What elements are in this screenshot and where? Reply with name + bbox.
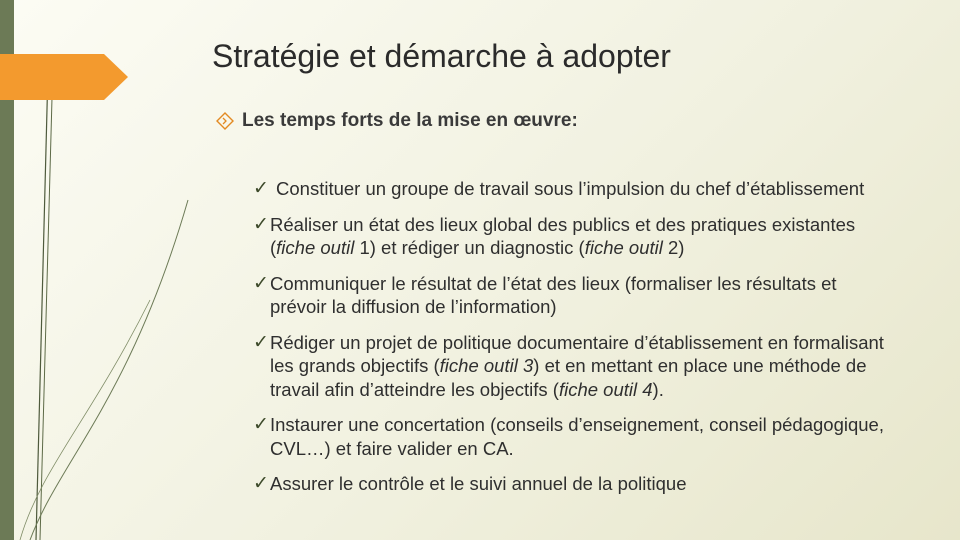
list-item bbox=[253, 413, 893, 460]
list-item bbox=[253, 331, 893, 402]
list-item bbox=[253, 213, 893, 260]
item-text: Instaurer une concertation (conseils d’enseignement, conseil pédagogique, CVL…) et faire valider en CA. bbox=[270, 414, 884, 459]
check-mark-icon: ✓ bbox=[253, 272, 269, 294]
check-mark-icon: ✓ bbox=[253, 414, 269, 435]
item-text: Communiquer le résultat de l’état des lieux (formaliser les résultats et prévoir la diffusion de l’information) bbox=[270, 272, 837, 317]
check-mark-icon: ✓ bbox=[253, 331, 269, 353]
item-text: Constituer un groupe de travail sous l’impulsion du chef d’établissement bbox=[276, 178, 865, 199]
item-italic: fiche outil bbox=[276, 237, 355, 258]
list-item bbox=[253, 472, 893, 496]
item-italic: fiche outil bbox=[584, 237, 663, 258]
item-text: 1) et rédiger un diagnostic ( bbox=[354, 237, 585, 258]
check-mark-icon: ✓ bbox=[253, 178, 269, 199]
item-text: Réaliser un état des lieux global des publics et des pratiques existantes ( bbox=[270, 213, 856, 258]
orange-tab-shape bbox=[0, 54, 128, 100]
item-text: Assurer le contrôle et le suivi annuel de la politique bbox=[270, 473, 687, 494]
list-item bbox=[253, 177, 893, 201]
item-italic: fiche outil 4 bbox=[558, 378, 653, 400]
subheading bbox=[216, 110, 578, 132]
item-text: 2) bbox=[662, 237, 685, 258]
list-item bbox=[253, 272, 893, 319]
page-title: Stratégie et démarche à adopter bbox=[212, 38, 671, 74]
subheading-text: Les temps forts de la mise en œuvre: bbox=[242, 110, 578, 131]
item-italic: fiche outil 3 bbox=[439, 355, 534, 376]
item-text: Rédiger un projet de politique documentaire d’établissement en formalisant les grands objectifs ( bbox=[270, 331, 884, 376]
diamond-outline-icon bbox=[216, 112, 234, 130]
check-mark-icon: ✓ bbox=[253, 213, 269, 235]
checklist bbox=[253, 177, 893, 508]
item-text: ). bbox=[652, 378, 664, 400]
check-mark-icon: ✓ bbox=[253, 473, 269, 494]
item-text: ) et en mettant en place une méthode de travail afin d’atteindre les objectifs ( bbox=[270, 355, 867, 400]
